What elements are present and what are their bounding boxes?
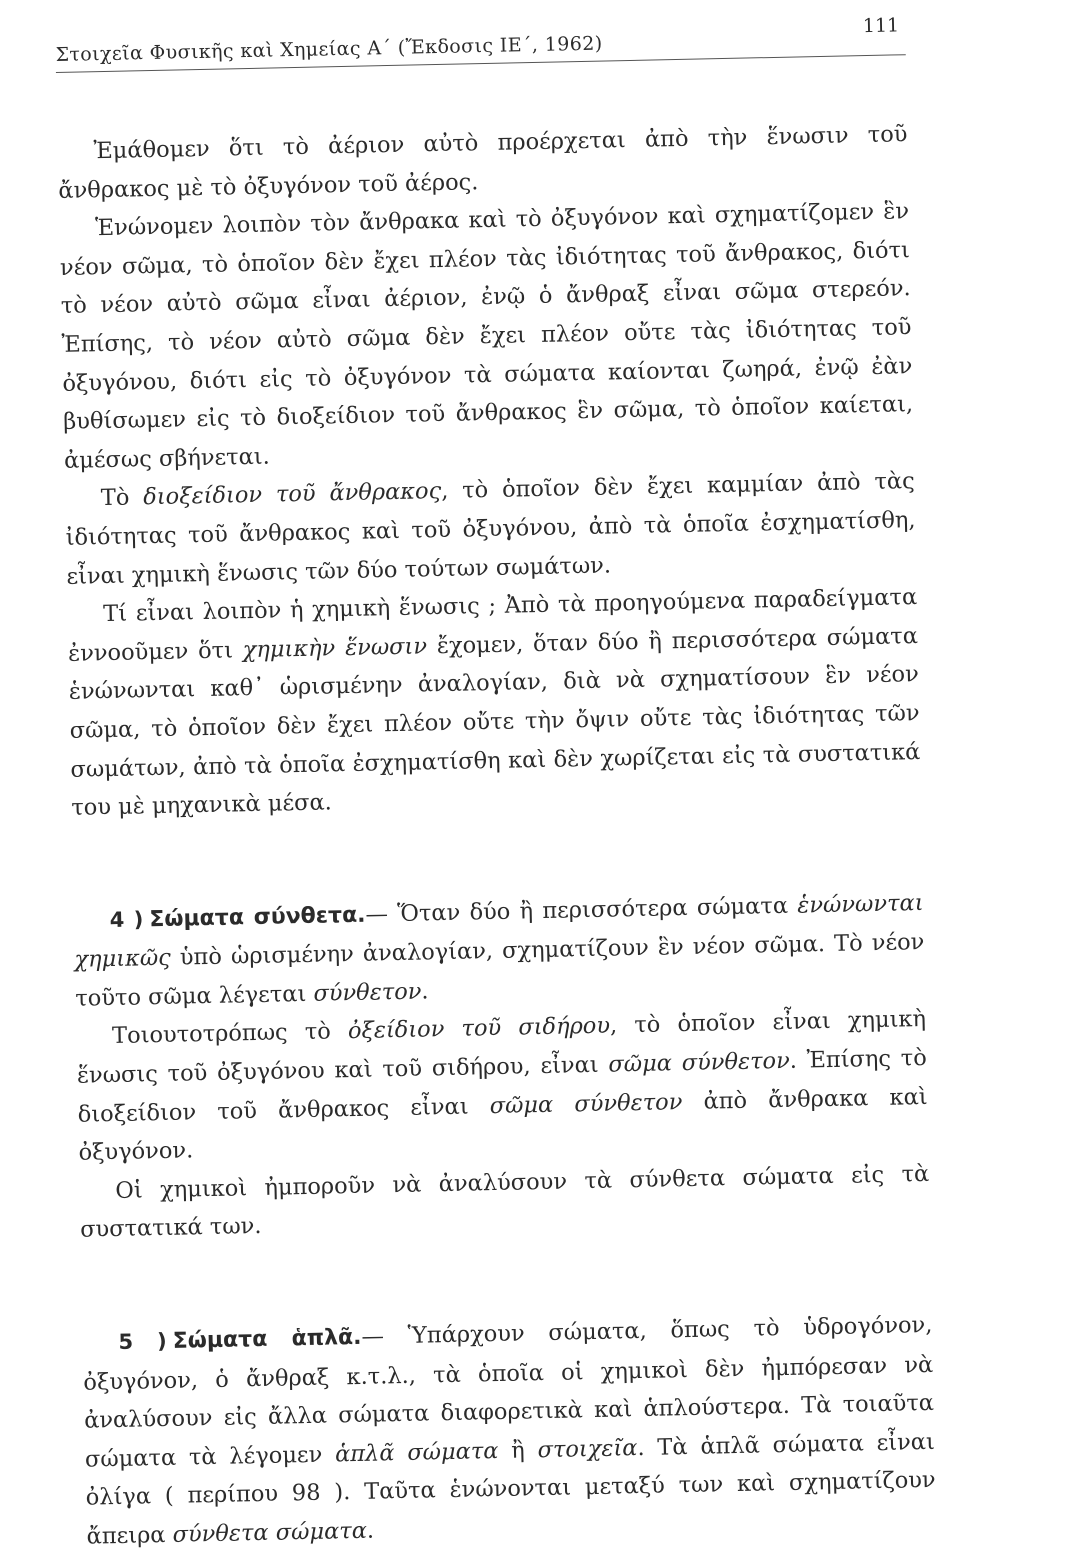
paragraph-carbon-dioxide <box>64 462 916 596</box>
dash: — <box>361 1322 409 1350</box>
text-fragment: ἔχομεν, ὅταν δύο ἢ περισσότερα σώματα ἑνώνωνται καθ᾽ ὡρισμένην ἀναλογίαν, διὰ νὰ σχηματίσουν ἓν νέον σῶμα, τὸ ὁποῖον δὲν ἔχει πλέον οὔτε τὴν ὄψιν οὔτε τὰς ἰδιότητας τῶν σωμάτων, ἀπὸ τὰ ὁποῖα ἐσχηματίσθη καὶ δὲν χωρίζεται εἰς τὰ συστατικά του μὲ μηχανικὰ μέσα. <box>68 622 921 821</box>
italic-term: σῶμα σύνθετον <box>489 1088 683 1119</box>
text-fragment: . <box>421 978 429 1005</box>
section-compound-bodies <box>73 884 925 1019</box>
text-fragment: Τοιουτοτρόπως τὸ <box>111 1018 349 1050</box>
section-simple-bodies <box>82 1306 937 1556</box>
section-heading: Σώματα ἁπλᾶ. <box>172 1324 362 1354</box>
page-number: 111 <box>862 14 900 38</box>
italic-term: ἑνώνωνται χημικῶς <box>74 889 924 974</box>
text-fragment: . Τὰ ἁπλᾶ σώματα εἶναι ὀλίγα ( περίπου 98 ). Ταῦτα ἑνώνονται μεταξύ των καὶ σχηματίζουν ἄπειρα <box>85 1428 936 1550</box>
text-fragment: Ὑπάρχουν σώματα, ὅπως τὸ ὑδρογόνον, ὀξυγόνον, ὁ ἄνθραξ κ.τ.λ., τὰ ὁποῖα οἱ χημικοὶ δὲν ἠμπόρεσαν νὰ ἀναλύσουν εἰς ἄλλα σώματα διαφορετικὰ καὶ ἁπλούστερα. Τὰ τοιαῦτα σώματα τὰ λέγομεν <box>83 1311 935 1473</box>
paragraph-analysis: Οἱ χημικοὶ ἠμποροῦν νὰ ἀναλύσουν τὰ σύνθετα σώματα εἰς τὰ συστατικά των. <box>79 1160 930 1244</box>
italic-term: διοξείδιον τοῦ ἄνθρακος <box>143 478 442 511</box>
text-fragment: . Ἐπίσης τὸ διοξείδιον τοῦ ἄνθρακος εἶναι <box>77 1045 928 1128</box>
paragraph-compound-examples <box>76 1000 929 1172</box>
section-number: 5 ) <box>118 1328 167 1354</box>
text-fragment: ὑπὸ ὡρισμένην ἀναλογίαν, σχηματίζουν ἓν νέον σῶμα. Τὸ νέον τοῦτο σῶμα λέγεται <box>75 929 925 1012</box>
paragraph-carbon-origin: Ἐμάθομεν ὅτι τὸ ἀέριον αὐτὸ προέρχεται ἀπὸ τὴν ἕνωσιν τοῦ ἄνθρακος μὲ τὸ ὀξυγόνον τοῦ ἀέρος. <box>58 121 908 204</box>
section-number: 4 ) <box>109 907 144 932</box>
page-body <box>57 115 937 1556</box>
italic-term: σύνθετον <box>313 978 422 1007</box>
italic-term: σῶμα σύνθετον <box>608 1047 791 1078</box>
italic-term: χημικὴν ἕνωσιν <box>242 633 428 663</box>
header-title: Στοιχεῖα Φυσικῆς καὶ Χημείας Α΄ (Ἔκδοσις ΙΕ΄, 1962) <box>55 32 603 66</box>
text-fragment: Ἀπὸ τὰ προηγούμενα παραδείγματα ἐννοοῦμεν ὅτι <box>67 584 918 667</box>
italic-term: ἁπλᾶ σώματα <box>334 1437 499 1468</box>
text-fragment: ἢ <box>498 1437 538 1464</box>
book-page <box>55 10 936 1550</box>
dash: — <box>365 900 398 928</box>
text-fragment: . <box>366 1517 375 1544</box>
text-fragment: ἀπὸ ἄνθρακα καὶ ὀξυγόνον. <box>78 1083 928 1167</box>
italic-term: ὀξείδιον τοῦ σιδήρου <box>347 1013 611 1045</box>
text-fragment: , τὸ ὁποῖον εἶναι χημικὴ ἕνωσις τοῦ ὀξυγόνου καὶ τοῦ σιδήρου, εἶναι <box>76 1006 927 1089</box>
text-fragment: , τὸ ὁποῖον δὲν ἔχει καμμίαν ἀπὸ τὰς ἰδιότητας τοῦ ἄνθρακος καὶ τοῦ ὀξυγόνου, ἀπὸ τὰ ὁποῖα ἐσχηματίσθη, εἶναι χημικὴ ἕνωσις τῶν δύο τούτων σωμάτων. <box>65 468 916 590</box>
question-text: Τί εἶναι λοιπὸν ἡ χημικὴ ἕνωσις ; <box>103 593 497 628</box>
text-fragment: Τὸ <box>100 484 144 512</box>
section-heading: Σώματα σύνθετα. <box>149 902 366 932</box>
text-fragment: Ὅταν δύο ἢ περισσότερα σώματα <box>397 892 798 927</box>
italic-term: σύνθετα σώματα <box>172 1517 368 1548</box>
paragraph-new-body: Ἑνώνομεν λοιπὸν τὸν ἄνθρακα καὶ τὸ ὀξυγόνον καὶ σχηματίζομεν ἓν νέον σῶμα, τὸ ὁποῖον δὲν ἔχει πλέον τὰς ἰδιότητας τοῦ ἄνθρακος, διότι τὸ νέον αὐτὸ σῶμα εἶναι ἀέριον, ἐνῷ ὁ ἄνθραξ εἶναι σῶμα στερεόν. Ἐπίσης, τὸ νέον αὐτὸ σῶμα δὲν ἔχει πλέον οὔτε τὰς ἰδιότητας τοῦ ὀξυγόνου, διότι εἰς τὸ ὀξυγόνον τὰ σώματα καίονται ζωηρά, ἐνῷ ἐὰν βυθίσωμεν εἰς τὸ διοξείδιον τοῦ ἄνθρακος ἓν σῶμα, τὸ ὁποῖον καίεται, ἀμέσως σβήνεται. <box>59 198 914 474</box>
italic-term: στοιχεῖα <box>537 1434 638 1464</box>
running-header <box>55 10 906 73</box>
paragraph-chemical-union <box>67 578 922 827</box>
